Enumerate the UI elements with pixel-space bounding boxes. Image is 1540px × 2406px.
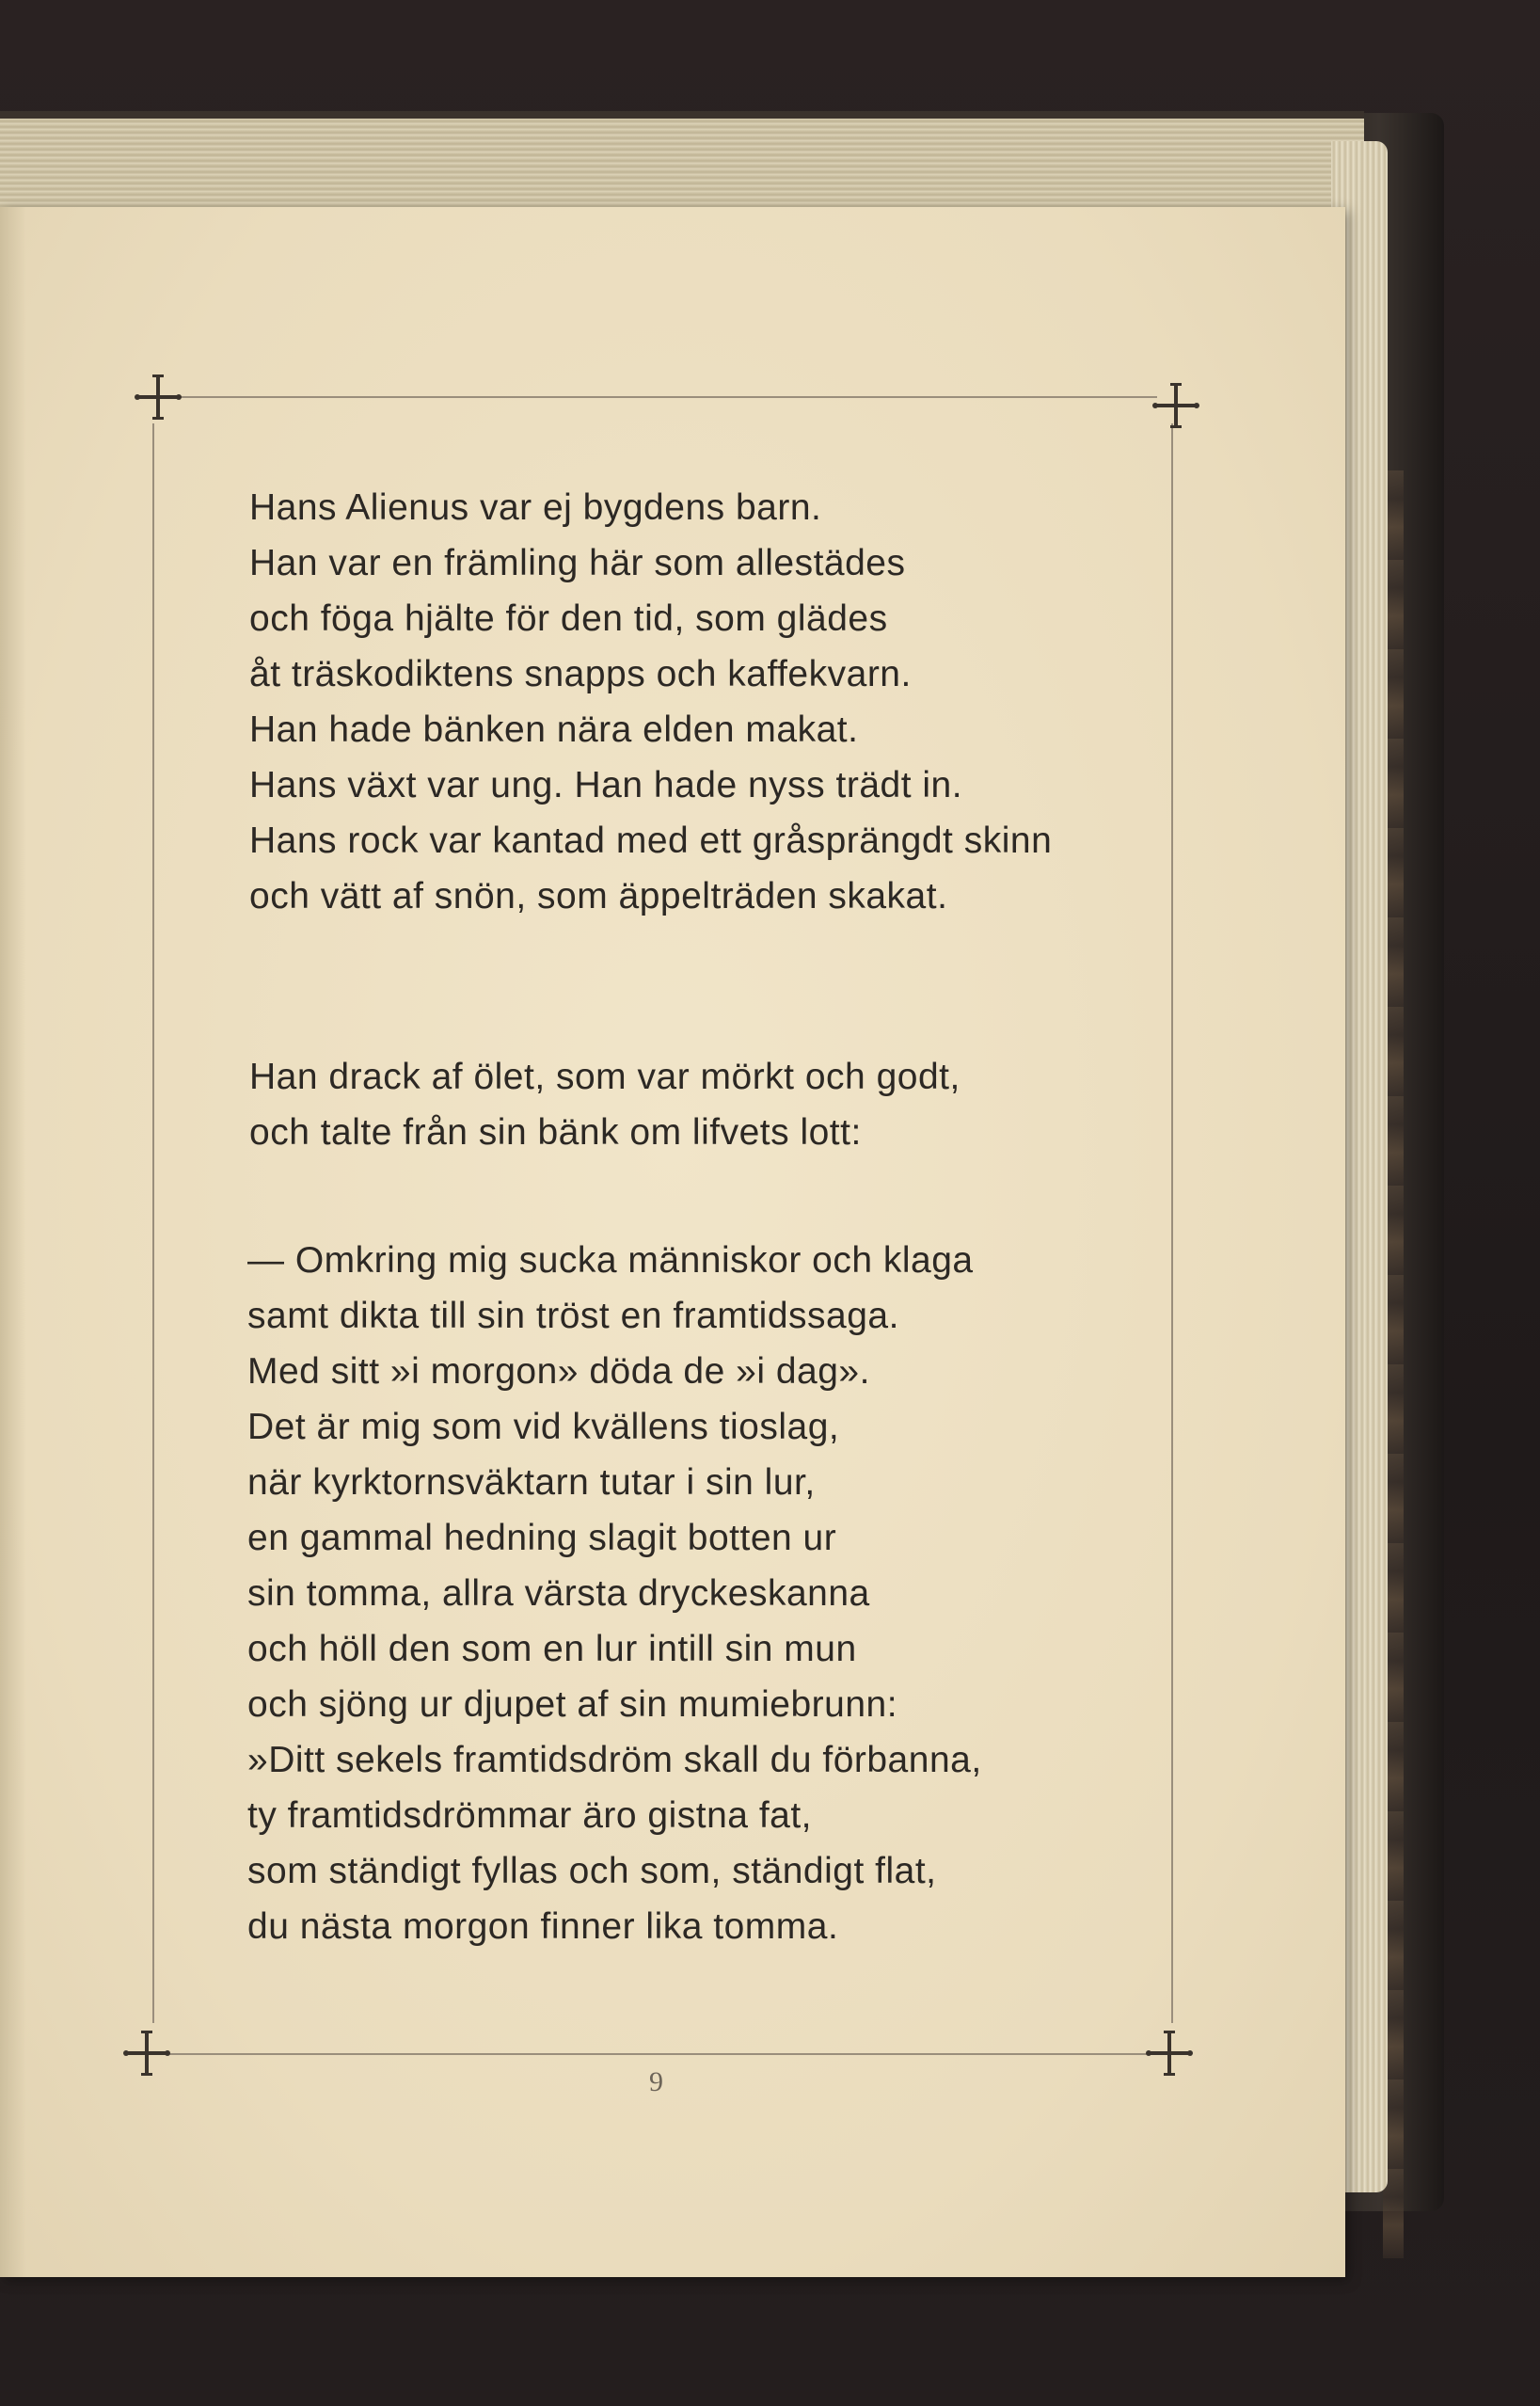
poem-line: Han drack af ölet, som var mörkt och godt, <box>249 1057 961 1097</box>
page-stack-top <box>0 111 1364 222</box>
poem-line: när kyrktornsväktarn tutar i sin lur, <box>247 1462 816 1503</box>
poem-line: Han var en främling här som allestädes <box>249 543 906 583</box>
stanza <box>247 1233 982 1954</box>
poem-line: och sjöng ur djupet af sin mumiebrunn: <box>247 1684 898 1725</box>
poem-line: Det är mig som vid kvällens tioslag, <box>247 1407 840 1447</box>
poem-line: samt dikta till sin tröst en framtidssaga. <box>247 1296 899 1336</box>
poem-line: ty framtidsdrömmar äro gistna fat, <box>247 1795 813 1836</box>
poem-line: Hans växt var ung. Han hade nyss trädt in. <box>249 765 963 805</box>
poem-line: och höll den som en lur intill sin mun <box>247 1629 857 1669</box>
stanza <box>249 480 1052 924</box>
frame-rule-bottom <box>165 2053 1157 2055</box>
poem-line: och talte från sin bänk om lifvets lott: <box>249 1112 862 1153</box>
cross-ornament-icon <box>132 371 184 423</box>
poem-line: och föga hjälte för den tid, som glädes <box>249 598 888 639</box>
cross-ornament-icon <box>120 2027 173 2079</box>
frame-rule-top <box>165 396 1157 398</box>
stanza <box>249 1049 961 1160</box>
cross-ornament-icon <box>1150 379 1202 432</box>
frame-rule-left <box>152 423 154 2023</box>
poem-line: Han hade bänken nära elden makat. <box>249 709 859 750</box>
cross-ornament-icon <box>1143 2027 1196 2079</box>
poem-line: sin tomma, allra värsta dryckeskanna <box>247 1573 870 1614</box>
poem-line: Med sitt »i morgon» döda de »i dag». <box>247 1351 870 1392</box>
poem-line: och vätt af snön, som äppelträden skakat. <box>249 876 948 916</box>
poem-line: åt träskodiktens snapps och kaffekvarn. <box>249 654 912 694</box>
poem-line: — Omkring mig sucka människor och klaga <box>247 1240 974 1281</box>
poem-line: du nästa morgon finner lika tomma. <box>247 1906 839 1947</box>
poem-line: Hans rock var kantad med ett gråsprängdt skinn <box>249 821 1053 861</box>
poem-line: Hans Alienus var ej bygdens barn. <box>249 487 822 528</box>
poem-line: en gammal hedning slagit botten ur <box>247 1518 837 1558</box>
page-gutter <box>0 207 26 2277</box>
frame-rule-right <box>1171 423 1173 2023</box>
page-number: 9 <box>649 2066 663 2097</box>
poem-line: som ständigt fyllas och som, ständigt flat, <box>247 1851 937 1891</box>
poem-line: »Ditt sekels framtidsdröm skall du förbanna, <box>247 1740 982 1780</box>
